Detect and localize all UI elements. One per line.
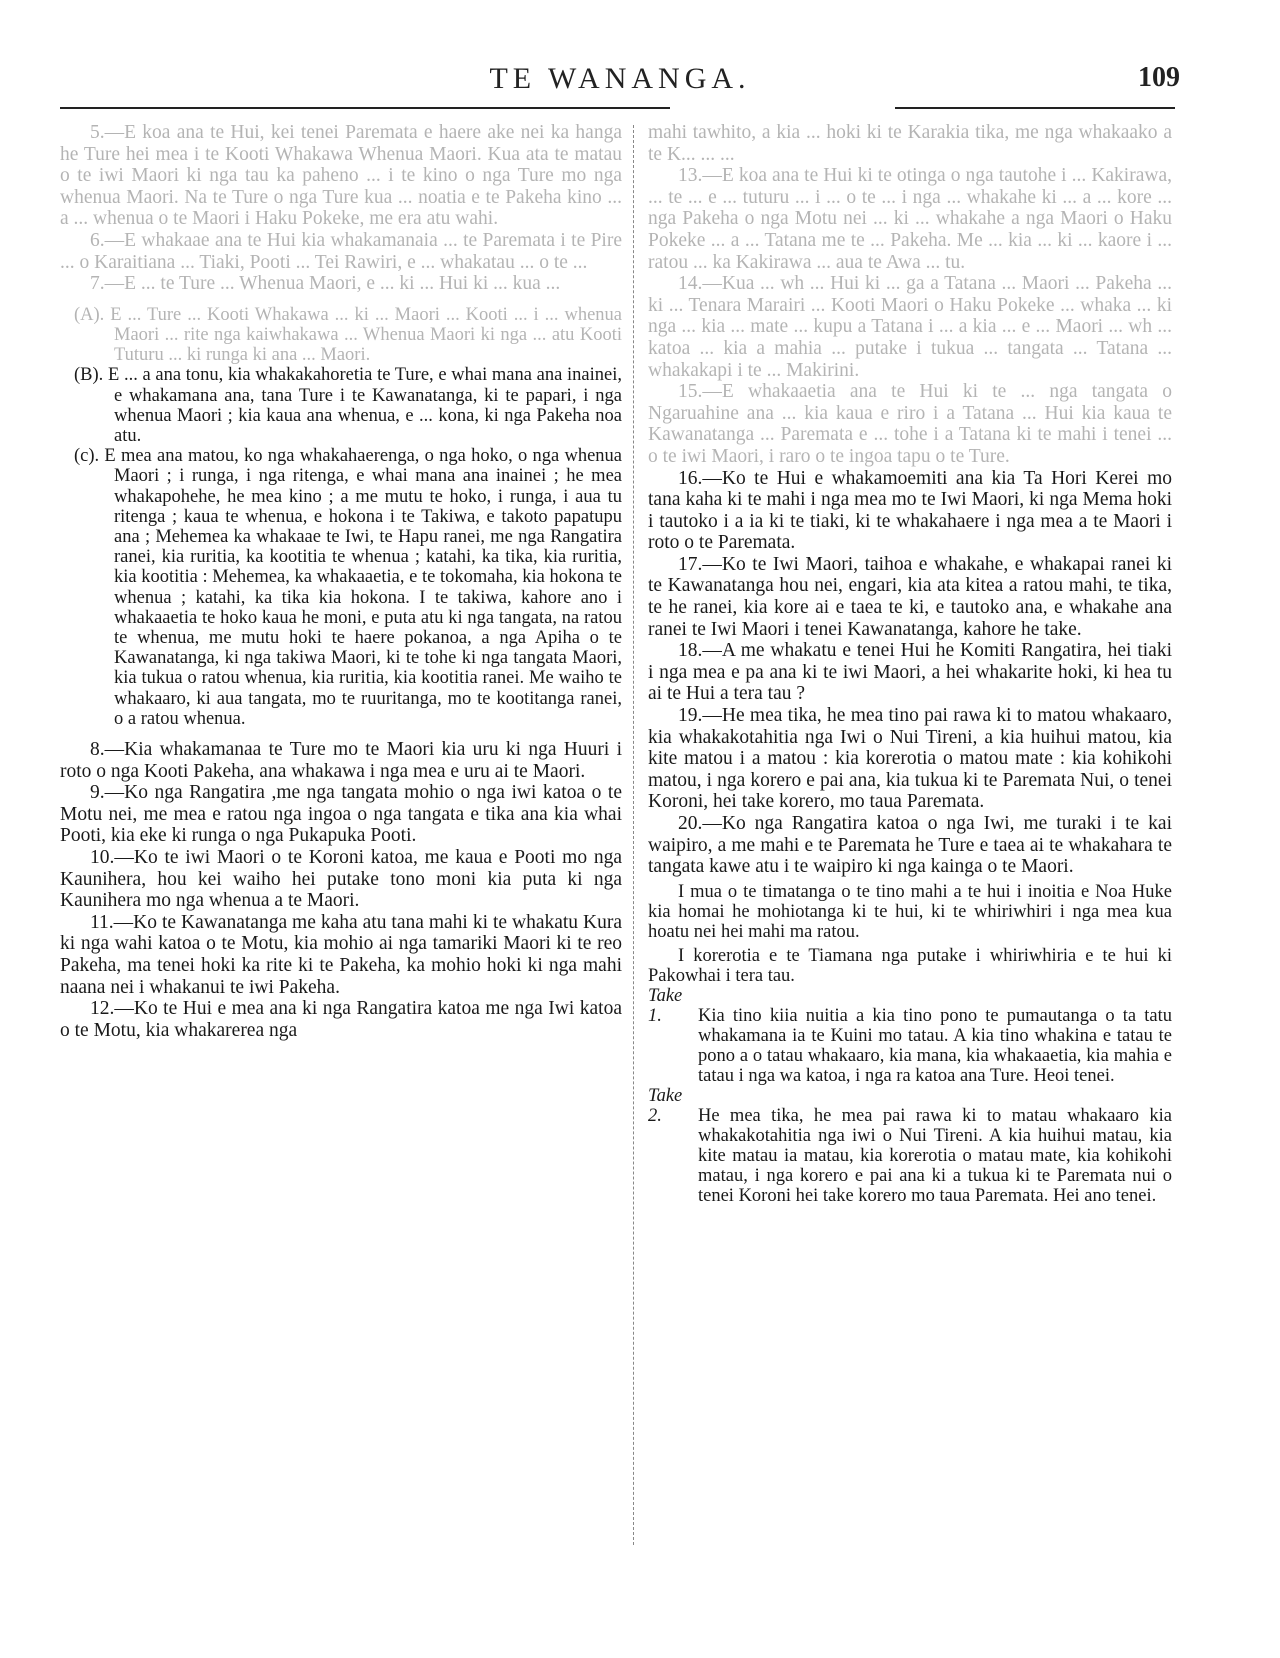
paragraph-15: 15.—E whakaaetia ana te Hui ki te ... nga tangata o Ngaruahine ana ... kia kaua e riro i a Tatana ... Hui kia kaua te Kawanatanga ... Paremata e ... tohe i a Tatana ki te mahi i tenei ... o te iwi Maori, i raro o te ingoa tapu o te Ture. (648, 381, 1172, 467)
take-2 (648, 1086, 1172, 1206)
page-number: 109 (1138, 62, 1180, 93)
paragraph-20: 20.—Ko nga Rangatira katoa o nga Iwi, me turaki i te kai waipiro, a me mahi e te Paremata he Ture e taea ai te whakahara te tangata kawe atu i te waipiro ki nga kainga o te Maori. (648, 813, 1172, 878)
header-rule-right (895, 107, 1175, 109)
paragraph-10: 10.—Ko te iwi Maori o te Koroni katoa, me kaua e Pooti mo nga Kaunihera, hou kei waiho hei putake tono moni kia puta ki nga Kaunihera mo nga whenua a te Maori. (60, 846, 622, 912)
paragraph-19: 19.—He mea tika, he mea tino pai rawa ki to matou whakaaro, kia whakakotahitia nga Iwi o Nui Tireni, a kia huihui matou, kia kite matou i a matou : kia korerotia o matou mate : kia kohikohi matou, i nga korero e pai ana, kia tukua ki te Paremata Nui, o tenei Koroni, hei take korero, mo taua Paremata. (648, 705, 1172, 813)
chairman-note: I korerotia e te Tiamana nga putake i whiriwhiria e te hui ki Pakowhai i tera tau. (648, 945, 1172, 986)
paragraph-17: 17.—Ko te Iwi Maori, taihoa e whakahe, e whakapai ranei ki te Kawanatanga hou nei, engari, kia ata kitea a ratou mahi, te tika, te he ranei, kia kore ai e taea te ki, e tautoko ana, e whakahe ana ranei te Iwi Maori i tenei Kawanatanga, kahore he take. (648, 553, 1172, 640)
paragraph-8: 8.—Kia whakamanaa te Ture mo te Maori kia uru ki nga Huuri i roto o nga Kooti Pakeha, ana whakawa i nga mea e uru ai te Maori. (60, 739, 622, 782)
masthead (60, 62, 1180, 102)
paragraph-11: 11.—Ko te Kawanatanga me kaha atu tana mahi ki te whakatu Kura ki nga wahi katoa o te Motu, kia mohio ai nga tamariki Maori ki te reo Pakeha, ma tenei hoki ka rite ki te Pakeha, ka mohio hoki ki nga mahi naana nei i whakanui te iwi Pakeha. (60, 911, 622, 998)
opening-prayer-note: I mua o te timatanga o te tino mahi a te hui i inoitia e Noa Huke kia homai he mohiotanga ki te hui, ki te whiriwhiri i nga mea kua hoatu nei hei mahi ma ratou. (648, 881, 1172, 942)
take-1-label: Take 1. (648, 985, 683, 1026)
take-2-text: He mea tika, he mea pai rawa ki to matau whakaaro kia whakakotahitia nga iwi o Nui Tireni. A kia huihui matau, kia kite matau ia matau, kia korerotia o matau mate, kia kohikohi matau, i nga korero e pai ana ki a tukua ki te Paremata nui o tenei Koroni hei take korero mo taua Paremata. Hei ano tenei. (698, 1105, 1172, 1206)
paragraph-6: 6.—E whakaae ana te Hui kia whakamanaia ... te Paremata i te Pire ... o Karaitiana ... Tiaki, Pooti ... Tei Rawiri, e ... whakatau ... o te ... (60, 229, 622, 273)
column-divider (633, 125, 635, 1545)
paragraph-16: 16.—Ko te Hui e whakamoemiti ana kia Ta Hori Kerei mo tana kaha ki te mahi i nga mea mo te Iwi Maori, ki nga Mema hoki i tautoko i a ia ki te tiaki, ki te whakahaere i nga mea a te Maori i roto o te Paremata. (648, 467, 1172, 554)
clause-a: (A). E ... Ture ... Kooti Whakawa ... ki ... Maori ... Kooti ... i ... whenua Maori ... rite nga kaiwhakawa ... Whenua Maori ki nga ... atu Kooti Tuturu ... ki runga ki ana ... Maori. (74, 304, 622, 366)
paragraph-12: 12.—Ko te Hui e mea ana ki nga Rangatira katoa me nga Iwi katoa o te Motu, kia whakarerea nga (60, 998, 622, 1041)
take-2-label: Take 2. (648, 1085, 683, 1126)
take-1-text: Kia tino kiia nuitia a kia tino pono te pumautanga o ta tatu whakamana ia te Kuini mo tatau. A kia tino whakina e tatau te pono a o tatau whakaaro, kia mana, kia whakaaetia, kia mahia e tatau i nga wa katoa, i nga ra katoa ana Ture. Heoi tenei. (698, 1005, 1172, 1086)
paragraph-9: 9.—Ko nga Rangatira ,me nga tangata mohio o nga iwi katoa o te Motu nei, me mea e ratou nga ingoa o nga tangata e tika ana kia whai Pooti, kia eke ki runga o nga Pukapuka Pooti. (60, 782, 622, 847)
paragraph-7: 7.—E ... te Ture ... Whenua Maori, e ... ki ... Hui ki ... kua ... (90, 273, 561, 295)
clause-b: (B). E ... a ana tonu, kia whakakahoretia te Ture, e whai mana ana inainei, e whakamana ana, tana Ture i te Kawanatanga, ki te papari, i nga whenua Maori ; kia kaua ana whenua, e ... kona, ki nga Pakeha noa atu. (74, 365, 622, 446)
clause-c: (c). E mea ana matou, ko nga whakahaerenga, o nga hoko, o nga whenua Maori ; i runga, i nga ritenga, e whai mana ana inainei ; he mea whakapohehe, he mea kino ; a me mutu te hoko, i runga, i aua tu ritenga ; kaua te whenua, e hokona i te Takiwa, e takoto papatupu ana ; Mehemea ka whakaae te Iwi, te Hapu ranei, me nga Rangatira ranei, kia ruritia, ka kootitia te whenua ; katahi, ka tika, kia ruritia, kia kootitia : Mehemea, ka whakaaetia, e te tokomaha, kia hokona te whenua ; katahi, ka tika kia hokona. I te takiwa, kahore ano i whakaaetia te hoko kaua he moni, e puta atu ki nga tangata, na ratou te whenua, me mutu hoki te haere pokanoa, a nga Apiha o te Kawanatanga, ki nga takiwa Maori, ki te tohe ki nga tangata Maori, kia tukua o ratou whenua, kia ruritia, kia kootitia ranei. Me waiho te whakaaro, ki aua tangata, mo te ruuritanga, mo te kootitanga ranei, o a ratou whenua. (74, 446, 622, 729)
paragraph-5: 5.—E koa ana te Hui, kei tenei Paremata e haere ake nei ka hanga he Ture hei mea i te Kooti Whakawa Whenua Maori. Kua ata te matau o te iwi Maori ki nga tau ka paheno ... i te kino o nga Ture mo nga whenua Maori. Na te Ture o nga Ture kua ... noatia e te Pakeha kino ... a ... whenua o te Maori i Haku Pokeke, me era atu wahi. (60, 122, 622, 230)
newspaper-title: TE WANANGA. (489, 62, 751, 95)
paragraph-13: 13.—E koa ana te Hui ki te otinga o nga tautohe i ... Kakirawa, ... te ... e ... tuturu ... i ... o te ... i nga ... whakahe ki ... a ... kore ... nga Pakeha o nga Motu nei ... ki ... whakahe a nga Maori o Haku Pokeke ... a ... Tatana me te ... Pakeha. Me ... kia ... ki ... kaore i ... ratou ... ka Kakirawa ... aua te Awa ... tu. (648, 165, 1172, 273)
header-rule-left (60, 107, 670, 109)
paragraph-18: 18.—A me whakatu e tenei Hui he Komiti Rangatira, hei tiaki i nga mea e pa ana ki te iwi Maori, a hei whakarite hoki, ki hea tu ai te Hui a tera tau ? (648, 640, 1172, 705)
continuation-paragraph: mahi tawhito, a kia ... hoki ki te Karakia tika, me nga whakaako a te K... ... ... (648, 122, 1172, 165)
left-column (60, 122, 622, 1041)
paragraph-14: 14.—Kua ... wh ... Hui ki ... ga a Tatana ... Maori ... Pakeha ... ki ... Tenara Marairi ... Kooti Maori o Haku Pokeke ... whaka ... ki nga ... kia ... mate ... kupu a Tatana i ... a kia ... e ... Maori ... wh ... katoa ... kia a mahia ... putake i tukua ... tangata ... Tatana ... whakakapi i te ... Makirini. (648, 273, 1172, 381)
take-1 (648, 986, 1172, 1086)
right-column (648, 122, 1172, 1206)
